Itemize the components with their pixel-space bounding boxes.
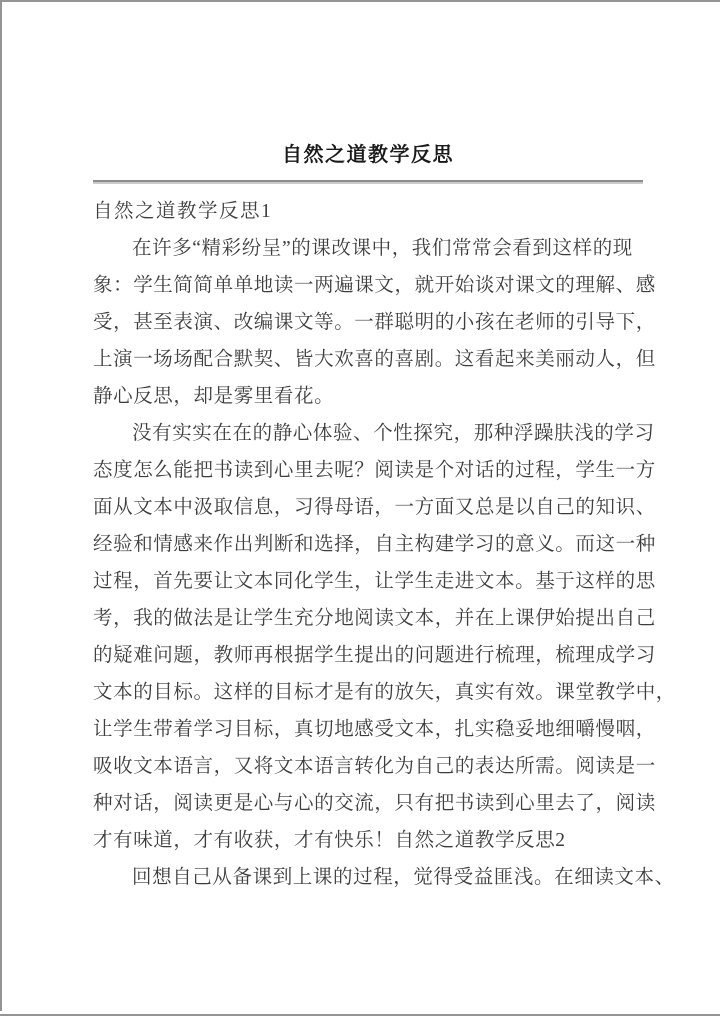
text-line: 让学生带着学习目标，真切地感受文本，扎实稳妥地细嚼慢咽， xyxy=(93,719,656,740)
text-line: 回想自己从备课到上课的过程，觉得受益匪浅。在细读文本、 xyxy=(132,867,675,888)
text-line: 过程，首先要让文本同化学生，让学生走进文本。基于这样的思 xyxy=(93,571,656,592)
document-body xyxy=(93,230,676,896)
paragraph xyxy=(93,415,676,859)
page-border-top xyxy=(0,0,720,2)
text-line: 受，甚至表演、改编课文等。一群聪明的小孩在老师的引导下， xyxy=(93,312,656,333)
text-line: 没有实实在在的静心体验、个性探究，那种浮躁肤浅的学习 xyxy=(132,423,655,444)
text-line: 上演一场场配合默契、皆大欢喜的喜剧。这看起来美丽动人，但 xyxy=(93,349,656,370)
document-page xyxy=(93,142,676,896)
text-line: 态度怎么能把书读到心里去呢？阅读是个对话的过程，学生一方 xyxy=(93,460,656,481)
paragraph xyxy=(93,859,675,896)
page-border-left xyxy=(0,0,2,1011)
text-line: 经验和情感来作出判断和选择，自主构建学习的意义。而这一种 xyxy=(93,534,656,555)
text-line: 静心反思，却是雾里看花。 xyxy=(93,386,335,407)
text-line: 的疑难问题，教师再根据学生提出的问题进行梳理，梳理成学习 xyxy=(93,645,656,666)
text-line: 吸收文本语言，又将文本语言转化为自己的表达所需。阅读是一 xyxy=(93,756,656,777)
text-line: 文本的目标。这样的目标才是有的放矢，真实有效。课堂教学中， xyxy=(93,682,676,703)
page-border-bottom xyxy=(0,1014,720,1016)
document-title: 自然之道教学反思 xyxy=(282,144,454,166)
section-heading: 自然之道教学反思1 xyxy=(93,201,273,222)
text-line: 象：学生简简单单地读一两遍课文，就开始谈对课文的理解、感 xyxy=(93,275,656,296)
text-line: 种对话，阅读更是心与心的交流，只有把书读到心里去了，阅读 xyxy=(93,793,656,814)
paragraph xyxy=(93,230,656,415)
title-divider-rule xyxy=(93,180,643,184)
text-line: 才有味道，才有收获，才有快乐！自然之道教学反思2 xyxy=(93,830,566,851)
text-line: 面从文本中汲取信息，习得母语，一方面又总是以自己的知识、 xyxy=(93,497,656,518)
text-line: 考，我的做法是让学生充分地阅读文本，并在上课伊始提出自己 xyxy=(93,608,656,629)
text-line: 在许多“精彩纷呈”的课改课中，我们常常会看到这样的现 xyxy=(132,238,633,259)
